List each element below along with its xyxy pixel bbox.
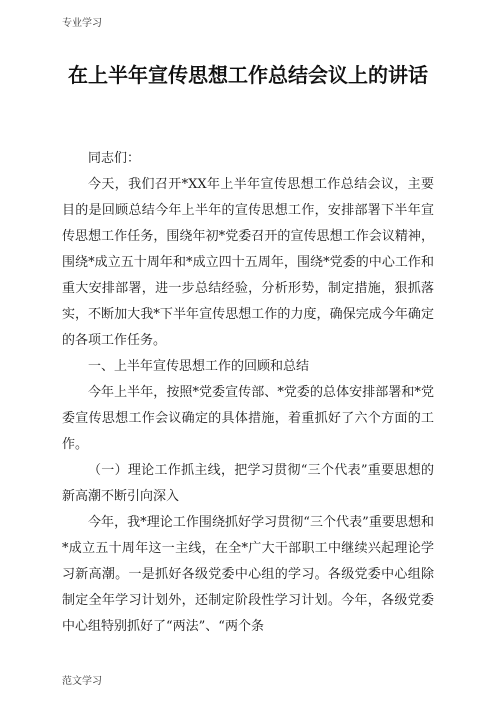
paragraph: 今天，我们召开*XX年上半年宣传思想工作总结会议，主要目的是回顾总结今年上半年的宣传思想工作，安排部署下半年宣传思想工作任务，围绕年初*党委召开的宣传思想工作会议精神，围绕*成立五十周年和*成立四十五周年，围绕*党委的中心工作和重大安排部署，进一步总结经验，分析形势，制定措施，狠抓落实，不断加大我*下半年宣传思想工作的力度，确保完成今年确定的各项工作任务。 [62, 177, 434, 348]
document-title: 在上半年宣传思想工作总结会议上的讲话 [68, 63, 428, 87]
section-heading: 一、上半年宣传思想工作的回顾和总结 [88, 359, 310, 374]
header-label: 专业学习 [62, 18, 102, 29]
salutation: 同志们： [88, 151, 141, 166]
paragraph: 今年，我*理论工作围绕抓好学习贯彻“三个代表”重要思想和*成立五十周年这一主线，在全*广大干部职工中继续兴起理论学习新高潮。一是抓好各级党委中心组的学习。各级党委中心组除制定全年学习计划外，还制定阶段性学习计划。今年，各级党委中心组特别抓好了“两法”、“两个条 [62, 515, 434, 634]
document-body [62, 146, 434, 640]
subsection-heading: （一）理论工作抓主线，把学习贯彻“三个代表”重要思想的新高潮不断引向深入 [62, 463, 434, 504]
paragraph: 今年上半年，按照*党委宣传部、*党委的总体安排部署和*党委宣传思想工作会议确定的具体措施，着重抓好了六个方面的工作。 [62, 385, 434, 452]
footer-label: 范文学习 [62, 676, 102, 687]
